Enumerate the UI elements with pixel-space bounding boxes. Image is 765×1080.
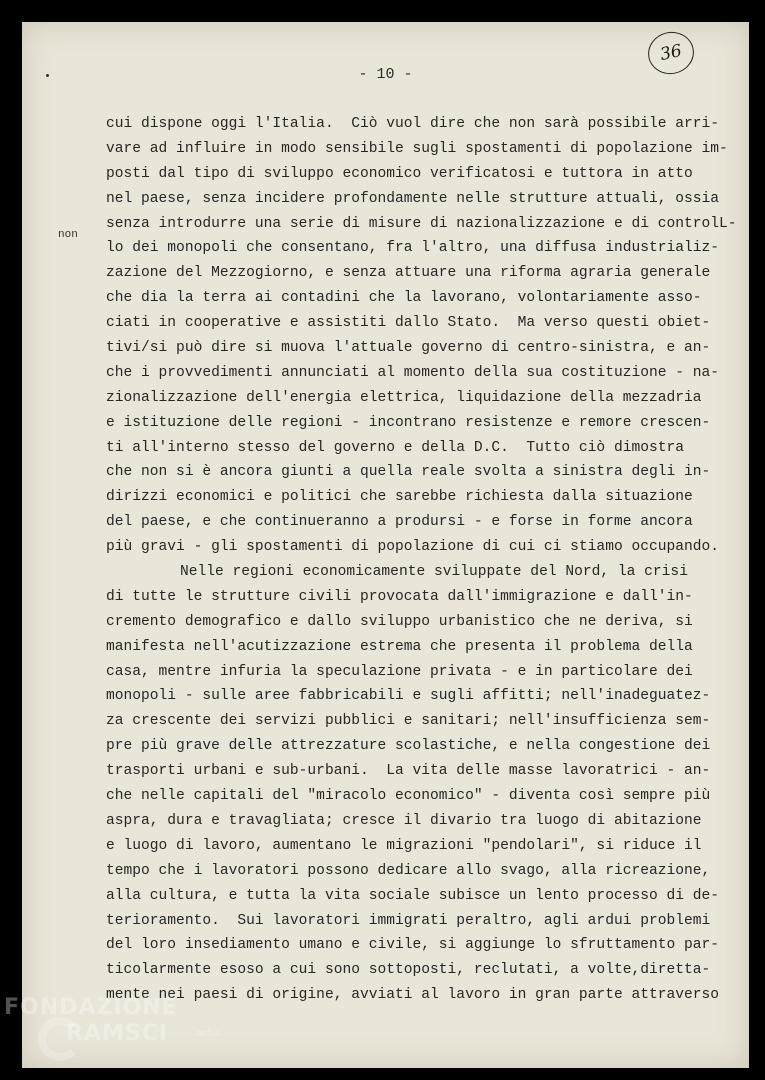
text-line: mente nei paesi di origine, avviati al lavoro in gran parte attraverso — [106, 987, 720, 1004]
watermark-line-2: RAMSCI — [66, 1021, 169, 1046]
text-line: monopoli - sulle aree fabbricabili e sugli affitti; nell'inadeguatez- — [106, 688, 711, 705]
body-text — [106, 112, 736, 1008]
text-line: del loro insediamento umano e civile, si aggiunge lo sfruttamento par- — [106, 937, 720, 954]
paragraph-start-line: Nelle regioni economicamente sviluppate del Nord, la crisi — [180, 564, 688, 581]
text-line: e istituzione delle regioni - incontrano resistenze e remore crescen- — [106, 414, 711, 431]
text-line: dirizzi economici e politici che sarebbe richiesta dalla situazione — [106, 489, 693, 506]
text-line: lo dei monopoli che consentano, fra l'altro, una diffusa industrializ- — [106, 240, 720, 257]
text-line: e luogo di lavoro, aumentano le migrazioni "pendolari", si riduce il — [106, 837, 702, 854]
folio-number: 36 — [658, 40, 684, 66]
text-line: di tutte le strutture civili provocata dall'immigrazione e dall'in- — [106, 588, 693, 605]
text-line: zazione del Mezzogiorno, e senza attuare una riforma agraria generale — [106, 265, 711, 282]
text-line: tivi/si può dire si muova l'attuale governo di centro-sinistra, e an- — [106, 340, 711, 357]
text-line: ticolarmente esoso a cui sono sottoposti, reclutati, a volte,diretta- — [106, 962, 711, 979]
text-line: casa, mentre infuria la speculazione privata - e in particolare dei — [106, 663, 693, 680]
text-line: alla cultura, e tutta la vita sociale subisce un lento processo di de- — [106, 887, 720, 904]
text-line: del paese, e che continueranno a prodursi - e forse in forme ancora — [106, 514, 693, 531]
text-line: pre più grave delle attrezzature scolastiche, e nella congestione dei — [106, 738, 711, 755]
text-line: cremento demografico e dallo sviluppo urbanistico che ne deriva, si — [106, 613, 693, 630]
text-line: che dia la terra ai contadini che la lavorano, volontariamente asso- — [106, 290, 702, 307]
text-line: trasporti urbani e sub-urbani. La vita delle masse lavoratrici - an- — [106, 763, 711, 780]
text-line: senza introdurre una serie di misure di nazionalizzazione e di controlL- — [106, 215, 737, 232]
text-line: cui dispone oggi l'Italia. Ciò vuol dire che non sarà possibile arri- — [106, 116, 720, 132]
text-line: terioramento. Sui lavoratori immigrati peraltro, agli ardui problemi — [106, 912, 711, 929]
text-line: tempo che i lavoratori possono dedicare allo svago, alla ricreazione, — [106, 862, 711, 879]
interlinear-correction: non — [58, 229, 78, 241]
watermark-onlus: onlus — [196, 1029, 221, 1039]
text-line: più gravi - gli spostamenti di popolazione di cui ci stiamo occupando. — [106, 539, 720, 556]
document-page — [22, 22, 749, 1068]
watermark-line-1: FONDAZIONE — [4, 995, 178, 1020]
text-line: za crescente dei servizi pubblici e sanitari; nell'insufficienza sem- — [106, 713, 711, 730]
text-line: ti all'interno stesso del governo e della D.C. Tutto ciò dimostra — [106, 439, 685, 456]
text-line: manifesta nell'acutizzazione estrema che presenta il problema della — [106, 638, 693, 655]
text-line: che i provvedimenti annunciati al momento della sua costituzione - na- — [106, 364, 720, 381]
text-line: vare ad influire in modo sensibile sugli spostamenti di popolazione im- — [106, 140, 728, 157]
text-line: ciati in cooperative e assistiti dallo Stato. Ma verso questi obiet- — [106, 315, 711, 332]
page-number: - 10 - — [358, 66, 413, 83]
text-line: che nelle capitali del "miracolo economico" - diventa così sempre più — [106, 788, 711, 805]
text-line: aspra, dura e travagliata; cresce il divario tra luogo di abitazione — [106, 812, 702, 829]
text-line: nel paese, senza incidere profondamente nelle strutture attuali, ossia — [106, 190, 720, 207]
text-line: che non si è ancora giunti a quella reale svolta a sinistra degli in- — [106, 464, 711, 481]
text-line: zionalizzazione dell'energia elettrica, liquidazione della mezzadria — [106, 389, 702, 406]
text-line: posti dal tipo di sviluppo economico verificatosi e tuttora in atto — [106, 165, 693, 182]
